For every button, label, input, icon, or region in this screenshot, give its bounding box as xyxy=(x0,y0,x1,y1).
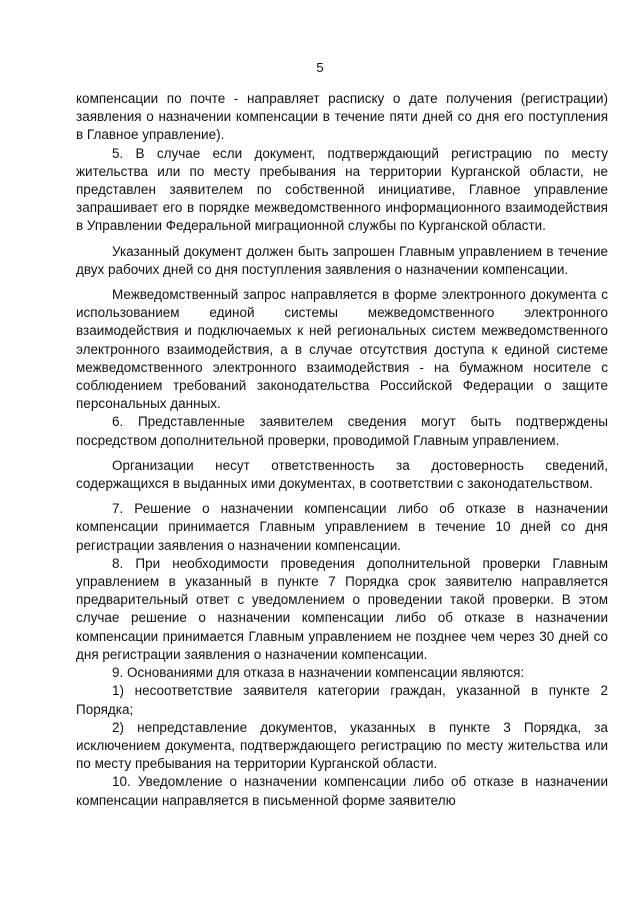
document-body xyxy=(76,90,608,810)
paragraph-item-7: 7. Решение о назначении компенсации либо об отказе в назначении компенсации принимается Главным управлением в течение 10 дней со дня регистрации заявления о назначении компенсации. xyxy=(76,501,608,553)
page-number: 5 xyxy=(316,60,324,75)
paragraph-item-9-1: 1) несоответствие заявителя категории граждан, указанной в пункте 2 Порядка; xyxy=(76,683,608,717)
paragraph-item-10: 10. Уведомление о назначении компенсации либо об отказе в назначении компенсации направляется в письменной форме заявителю xyxy=(76,774,608,808)
paragraph-item-9-2: 2) непредставление документов, указанных в пункте 3 Порядка, за исключением документа, подтверждающего регистрацию по месту жительства или по месту пребывания на территории Курганской области. xyxy=(76,719,608,772)
paragraph-organizations-responsibility: Организации несут ответственность за достоверность сведений, содержащихся в выданных ими документах, в соответствии с законодательством. xyxy=(76,457,608,492)
paragraph-interagency-request: Межведомственный запрос направляется в форме электронного документа с использованием единой системы межведомственного электронного взаимодействия и подключаемых к ней региональных систем межведомственного электронного взаимодействия, а в случае отсутствия доступа к единой системе межведомственного электронного взаимодействия - на бумажном носителе с соблюдением требований законодательства Российской Федерации о защите персональных данных. xyxy=(76,287,608,412)
paragraph-item-8: 8. При необходимости проведения дополнительной проверки Главным управлением в указанный в пункте 7 Порядка срок заявителю направляется предварительный ответ с уведомлением о проведении такой проверки. В этом случае решение о назначении компенсации либо об отказе в назначении компенсации принимается Главным управлением не позднее чем через 30 дней со дня регистрации заявления о назначении компенсации. xyxy=(76,555,608,662)
paragraph-item-5: 5. В случае если документ, подтверждающий регистрацию по месту жительства или по месту пребывания на территории Курганской области, не представлен заявителем по собственной инициативе, Главное управление запрашивает его в порядке межведомственного информационного взаимодействия в Управлении Федеральной миграционной службы по Курганской области. xyxy=(76,145,608,234)
paragraph-request-deadline: Указанный документ должен быть запрошен Главным управлением в течение двух рабочих дней со дня поступления заявления о назначении компенсации. xyxy=(76,243,608,277)
paragraph-item-9: 9. Основаниями для отказа в назначении компенсации являются: xyxy=(112,665,525,681)
paragraph-continuation: компенсации по почте - направляет расписку о дате получения (регистрации) заявления о назначении компенсации в течение пяти дней со дня его поступления в Главное управление). xyxy=(76,91,608,143)
paragraph-item-6: 6. Представленные заявителем сведения могут быть подтверждены посредством дополнительной проверки, проводимой Главным управлением. xyxy=(76,414,608,448)
